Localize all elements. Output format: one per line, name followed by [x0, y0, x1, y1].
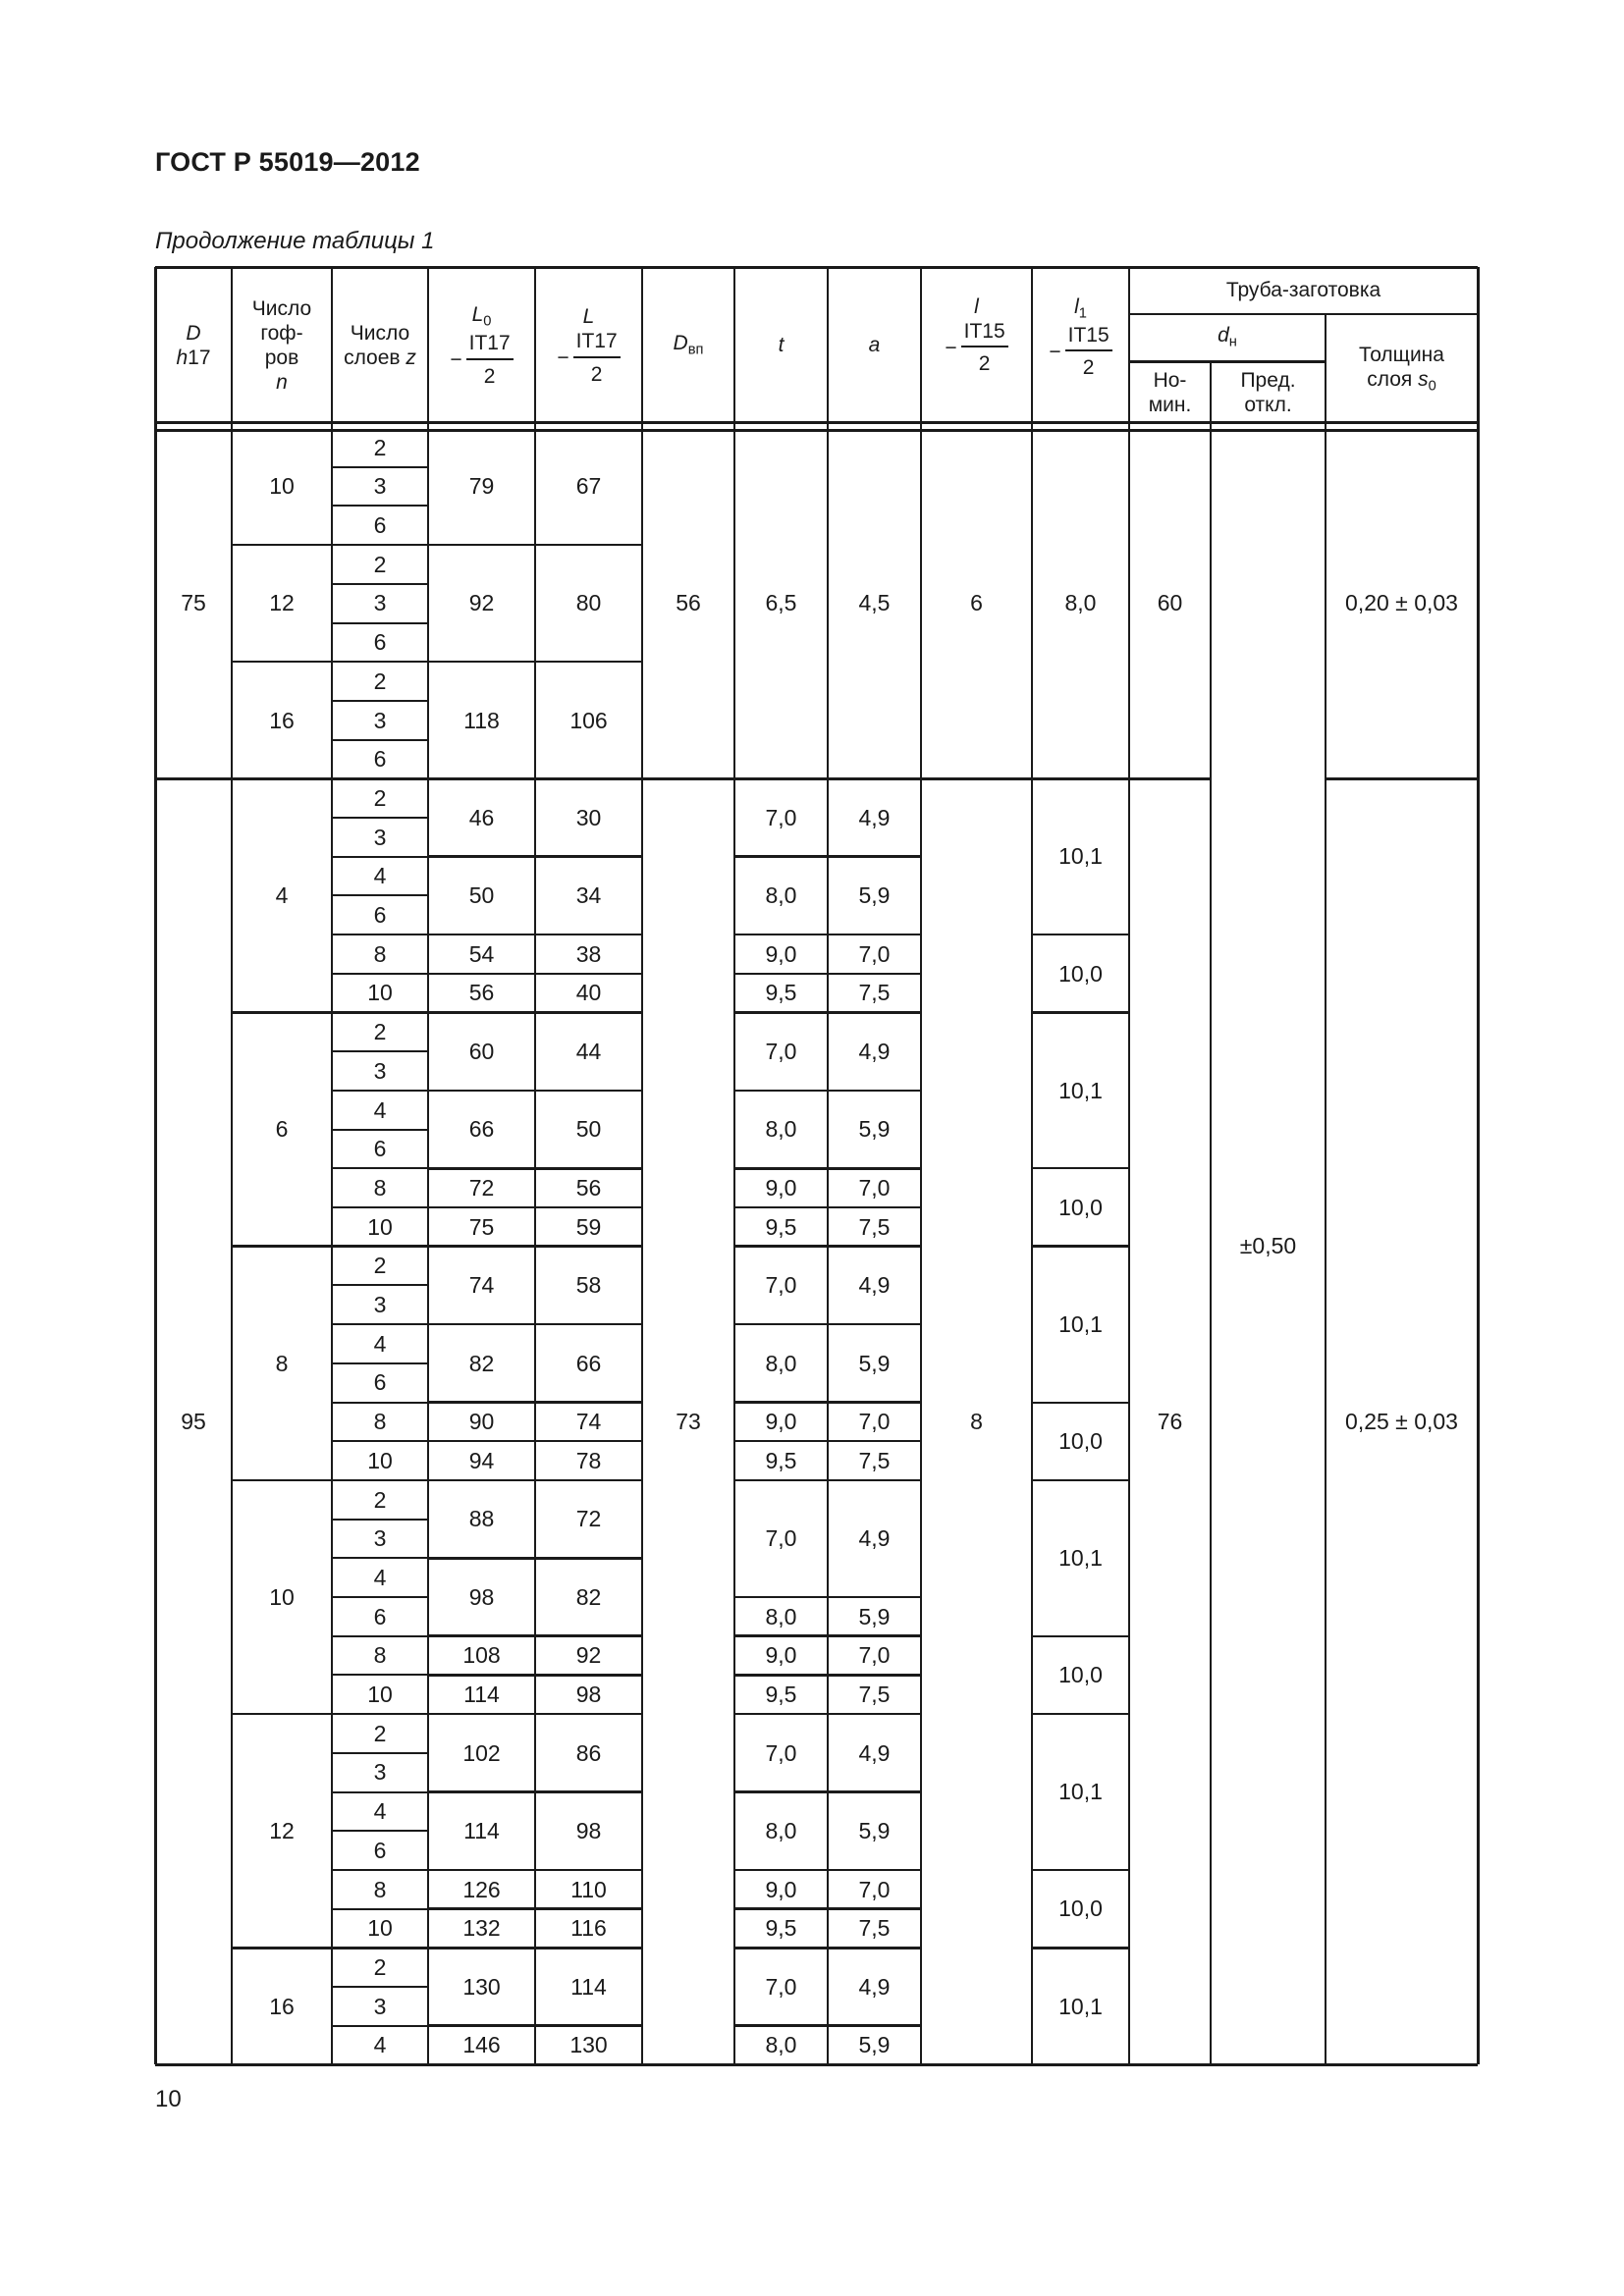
cell-l1: 10,0 [1058, 1662, 1103, 1688]
divider [332, 817, 428, 819]
divider [1129, 360, 1326, 363]
cell-t: 8,0 [765, 2032, 797, 2058]
cell-a: 4,9 [858, 1272, 891, 1299]
cell-l-len: 44 [575, 1038, 602, 1064]
cell-a: 5,9 [858, 882, 891, 909]
cell-z: 6 [373, 629, 387, 656]
cell-z: 10 [367, 1915, 393, 1942]
cell-l1: 10,0 [1058, 960, 1103, 987]
cell-thickness: 0,25 ± 0,03 [1345, 1409, 1458, 1435]
cell-z: 2 [373, 1720, 387, 1746]
cell-t: 8,0 [765, 1603, 797, 1629]
cell-l0: 114 [463, 1817, 500, 1843]
cell-l1: 10,1 [1058, 1077, 1103, 1103]
cell-z: 2 [373, 784, 387, 811]
divider [1032, 1245, 1129, 1248]
cell-t: 7,0 [765, 1525, 797, 1552]
divider [332, 1362, 428, 1364]
cell-l-len: 74 [575, 1409, 602, 1435]
cell-z: 6 [373, 1369, 387, 1396]
divider [1031, 267, 1034, 2064]
cell-l: 6 [970, 590, 983, 616]
divider [332, 894, 428, 896]
divider [534, 267, 537, 2064]
cell-l0: 132 [462, 1915, 501, 1942]
header-dn: $d_н$ [1218, 324, 1237, 350]
cell-l0: 94 [468, 1447, 495, 1473]
divider [827, 267, 830, 2064]
cell-z: 8 [373, 940, 387, 967]
divider [231, 267, 234, 2064]
cell-l0: 98 [468, 1583, 495, 1610]
cell-l1: 10,1 [1058, 1993, 1103, 2019]
cell-l1: 10,1 [1058, 1310, 1103, 1337]
divider [332, 1674, 428, 1676]
cell-t: 7,0 [765, 1973, 797, 2000]
cell-a: 7,5 [858, 1213, 891, 1240]
cell-z: 4 [373, 1330, 387, 1357]
divider [154, 267, 157, 2064]
cell-l0: 66 [468, 1116, 495, 1143]
divider [1210, 361, 1213, 2064]
divider [332, 1596, 428, 1598]
cell-l-len: 114 [570, 1973, 607, 2000]
divider [332, 622, 428, 624]
header-l1: $l_1$ − $\frac{IT15}{2}$ [1032, 267, 1129, 424]
divider [1032, 1402, 1129, 1404]
cell-dn-nominal: 60 [1157, 590, 1183, 616]
cell-l-len: 50 [575, 1116, 602, 1143]
cell-z: 10 [367, 980, 393, 1006]
divider [1032, 1947, 1129, 1949]
divider [332, 739, 428, 741]
cell-t: 9,0 [765, 1642, 797, 1669]
cell-a: 4,9 [858, 1739, 891, 1766]
cell-z: 6 [373, 902, 387, 929]
cell-l0: 90 [468, 1409, 495, 1435]
cell-l-len: 38 [575, 940, 602, 967]
cell-l-len: 106 [569, 707, 608, 733]
cell-z: 3 [373, 1759, 387, 1786]
divider [332, 1440, 428, 1442]
cell-n: 12 [269, 590, 295, 616]
cell-l0: 126 [462, 1876, 501, 1902]
cell-z: 6 [373, 1136, 387, 1162]
cell-a: 4,9 [858, 1038, 891, 1064]
cell-l-len: 59 [575, 1213, 602, 1240]
header-dn-tolerance: Пред. откл. [1240, 368, 1296, 416]
cell-t: 9,0 [765, 1174, 797, 1201]
divider [332, 973, 428, 975]
cell-t: 9,5 [765, 980, 797, 1006]
divider [1032, 1479, 1129, 1482]
divider [332, 1635, 428, 1637]
divider [332, 934, 428, 935]
page-number: 10 [155, 2086, 182, 2112]
cell-z: 10 [367, 1682, 393, 1708]
cell-l-len: 58 [575, 1272, 602, 1299]
divider [920, 267, 923, 2064]
cell-z: 8 [373, 1642, 387, 1669]
cell-z: 4 [373, 1096, 387, 1123]
cell-l-len: 98 [575, 1682, 602, 1708]
cell-l1: 10,1 [1058, 1545, 1103, 1572]
divider [232, 1713, 642, 1716]
cell-t: 9,5 [765, 1213, 797, 1240]
divider [331, 267, 334, 2064]
cell-a: 7,5 [858, 1682, 891, 1708]
cell-z: 8 [373, 1174, 387, 1201]
cell-l-len: 110 [570, 1876, 607, 1902]
cell-l0: 54 [468, 940, 495, 967]
cell-t: 9,0 [765, 1876, 797, 1902]
divider [332, 1323, 428, 1325]
divider [332, 1557, 428, 1559]
cell-z: 4 [373, 1564, 387, 1590]
cell-z: 6 [373, 1603, 387, 1629]
cell-l0: 146 [462, 2032, 501, 2058]
divider [155, 266, 1478, 269]
cell-n: 12 [269, 1817, 295, 1843]
cell-l-len: 78 [575, 1447, 602, 1473]
divider [232, 544, 642, 547]
cell-z: 2 [373, 551, 387, 577]
divider [1032, 1713, 1129, 1716]
cell-l-len: 67 [575, 473, 602, 500]
divider [1477, 267, 1480, 2064]
cell-a: 7,0 [858, 1642, 891, 1669]
cell-t: 7,0 [765, 1038, 797, 1064]
header-z: Число слоев z [344, 321, 416, 369]
divider [232, 1947, 642, 1949]
cell-z: 6 [373, 1837, 387, 1863]
cell-z: 6 [373, 746, 387, 773]
divider [332, 1908, 428, 1910]
cell-z: 2 [373, 1486, 387, 1513]
cell-z: 2 [373, 1019, 387, 1045]
cell-z: 2 [373, 667, 387, 694]
cell-l-len: 66 [575, 1350, 602, 1376]
divider [332, 1167, 428, 1169]
cell-z: 4 [373, 2032, 387, 2058]
cell-z: 3 [373, 590, 387, 616]
divider [332, 1284, 428, 1286]
divider [332, 1206, 428, 1208]
cell-z: 3 [373, 1525, 387, 1552]
cell-z: 10 [367, 1213, 393, 1240]
cell-l-len: 82 [575, 1583, 602, 1610]
cell-l0: 82 [468, 1350, 495, 1376]
cell-l1: 10,0 [1058, 1896, 1103, 1922]
cell-z: 2 [373, 1253, 387, 1279]
divider [155, 2063, 1478, 2066]
header-l: L − $\frac{IT17}{2}$ [535, 267, 642, 424]
cell-dvp: 56 [676, 590, 701, 616]
cell-z: 8 [373, 1409, 387, 1435]
cell-l-len: 30 [575, 804, 602, 830]
cell-a: 4,5 [858, 590, 891, 616]
cell-l0: 114 [463, 1682, 500, 1708]
cell-l1: 10,0 [1058, 1427, 1103, 1454]
cell-z: 2 [373, 434, 387, 460]
divider [1032, 934, 1129, 935]
divider [332, 2025, 428, 2027]
cell-t: 9,5 [765, 1682, 797, 1708]
divider [332, 1752, 428, 1754]
cell-l-len: 34 [575, 882, 602, 909]
cell-a: 7,5 [858, 1915, 891, 1942]
divider [1032, 1869, 1129, 1871]
divider [332, 466, 428, 468]
cell-dvp: 73 [676, 1409, 701, 1435]
cell-z: 3 [373, 1292, 387, 1318]
header-n: Число гоф- ров n [251, 296, 312, 395]
cell-a: 7,0 [858, 1174, 891, 1201]
divider [332, 1519, 428, 1521]
divider [1032, 1167, 1129, 1169]
cell-l0: 75 [468, 1213, 495, 1240]
cell-t: 9,0 [765, 940, 797, 967]
cell-l1: 10,1 [1058, 843, 1103, 870]
cell-l-len: 80 [575, 590, 602, 616]
divider [733, 267, 736, 2064]
cell-t: 7,0 [765, 1739, 797, 1766]
cell-t: 7,0 [765, 1272, 797, 1299]
cell-z: 3 [373, 824, 387, 850]
cell-n: 16 [269, 1993, 295, 2019]
divider [332, 1129, 428, 1131]
cell-n: 16 [269, 707, 295, 733]
cell-a: 5,9 [858, 2032, 891, 2058]
divider [232, 1011, 642, 1014]
header-l0: $L_0$ − $\frac{IT17}{2}$ [428, 267, 535, 424]
divider [1032, 1011, 1129, 1014]
cell-a: 5,9 [858, 1817, 891, 1843]
cell-thickness: 0,20 ± 0,03 [1345, 590, 1458, 616]
cell-l-len: 92 [575, 1642, 602, 1669]
cell-t: 8,0 [765, 1350, 797, 1376]
cell-z: 10 [367, 1447, 393, 1473]
cell-l0: 79 [468, 473, 495, 500]
header-dn-nominal: Но- мин. [1148, 368, 1192, 416]
cell-a: 4,9 [858, 1525, 891, 1552]
cell-t: 8,0 [765, 1817, 797, 1843]
cell-l0: 60 [468, 1038, 495, 1064]
divider [332, 1050, 428, 1052]
cell-n: 8 [275, 1350, 289, 1376]
cell-n: 10 [269, 473, 295, 500]
cell-l: 8 [970, 1409, 983, 1435]
cell-d: 95 [181, 1409, 206, 1435]
divider [332, 1090, 428, 1092]
cell-z: 6 [373, 512, 387, 539]
cell-l0: 108 [462, 1642, 501, 1669]
divider [641, 267, 644, 2064]
cell-l1: 10,0 [1058, 1194, 1103, 1220]
cell-l0: 102 [462, 1739, 501, 1766]
cell-l0: 74 [468, 1272, 495, 1299]
cell-l1: 8,0 [1064, 590, 1097, 616]
cell-l-len: 56 [575, 1174, 602, 1201]
cell-n: 6 [275, 1116, 289, 1143]
cell-a: 5,9 [858, 1603, 891, 1629]
header-l-small: l − $\frac{IT15}{2}$ [921, 267, 1032, 424]
cell-z: 3 [373, 473, 387, 500]
cell-z: 2 [373, 1953, 387, 1980]
cell-l0: 72 [468, 1174, 495, 1201]
cell-a: 5,9 [858, 1116, 891, 1143]
divider [232, 661, 642, 664]
header-a: a [868, 334, 881, 357]
divider [332, 856, 428, 858]
cell-l0: 92 [468, 590, 495, 616]
divider [232, 1479, 642, 1482]
cell-z: 3 [373, 707, 387, 733]
cell-t: 7,0 [765, 804, 797, 830]
cell-a: 7,0 [858, 1876, 891, 1902]
cell-l0: 56 [468, 980, 495, 1006]
divider [332, 1830, 428, 1832]
divider [332, 1791, 428, 1793]
cell-t: 9,5 [765, 1915, 797, 1942]
header-thickness: Толщина слоя $s_0$ [1359, 343, 1444, 395]
cell-n: 4 [275, 882, 289, 909]
cell-l-len: 86 [575, 1739, 602, 1766]
cell-l0: 50 [468, 882, 495, 909]
cell-n: 10 [269, 1583, 295, 1610]
cell-dn-tolerance: ±0,50 [1239, 1233, 1297, 1259]
cell-z: 4 [373, 863, 387, 889]
cell-a: 7,0 [858, 1409, 891, 1435]
cell-t: 8,0 [765, 1116, 797, 1143]
cell-d: 75 [181, 590, 206, 616]
cell-t: 9,0 [765, 1409, 797, 1435]
cell-t: 6,5 [765, 590, 797, 616]
divider [332, 1402, 428, 1404]
cell-l0: 118 [463, 707, 500, 733]
cell-l0: 46 [468, 804, 495, 830]
divider [1128, 267, 1131, 2064]
cell-l-len: 98 [575, 1817, 602, 1843]
header-tube-blank: Труба-заготовка [1225, 279, 1381, 302]
divider [1325, 314, 1327, 2064]
divider [332, 583, 428, 585]
cell-l-len: 130 [569, 2032, 608, 2058]
cell-l-len: 116 [570, 1915, 607, 1942]
standard-title: ГОСТ Р 55019—2012 [155, 147, 420, 177]
cell-a: 4,9 [858, 1973, 891, 2000]
cell-a: 4,9 [858, 804, 891, 830]
divider [332, 1869, 428, 1871]
cell-z: 4 [373, 1798, 387, 1825]
cell-l1: 10,1 [1058, 1779, 1103, 1805]
divider [427, 267, 430, 2064]
cell-a: 7,5 [858, 1447, 891, 1473]
header-dvp: $D_{вп}$ [673, 332, 704, 358]
divider [155, 421, 1478, 424]
divider [155, 429, 1478, 432]
divider [155, 777, 1211, 780]
divider [332, 1986, 428, 1988]
cell-dn-nominal: 76 [1157, 1409, 1183, 1435]
divider [1326, 777, 1478, 780]
cell-a: 7,0 [858, 940, 891, 967]
cell-l-len: 40 [575, 980, 602, 1006]
divider [232, 1245, 642, 1248]
cell-t: 8,0 [765, 882, 797, 909]
cell-z: 3 [373, 1993, 387, 2019]
cell-z: 3 [373, 1057, 387, 1084]
cell-l0: 88 [468, 1506, 495, 1532]
cell-a: 5,9 [858, 1350, 891, 1376]
header-d-tol: 17 [188, 347, 211, 369]
cell-l0: 130 [462, 1973, 501, 2000]
header-t: t [778, 334, 785, 357]
cell-l-len: 72 [575, 1506, 602, 1532]
divider [1032, 1635, 1129, 1637]
cell-z: 8 [373, 1876, 387, 1902]
divider [332, 505, 428, 507]
divider [1129, 313, 1478, 316]
header-d: D h17 [176, 321, 211, 369]
cell-a: 7,5 [858, 980, 891, 1006]
cell-t: 9,5 [765, 1447, 797, 1473]
divider [332, 700, 428, 702]
table-caption: Продолжение таблицы 1 [155, 228, 435, 254]
